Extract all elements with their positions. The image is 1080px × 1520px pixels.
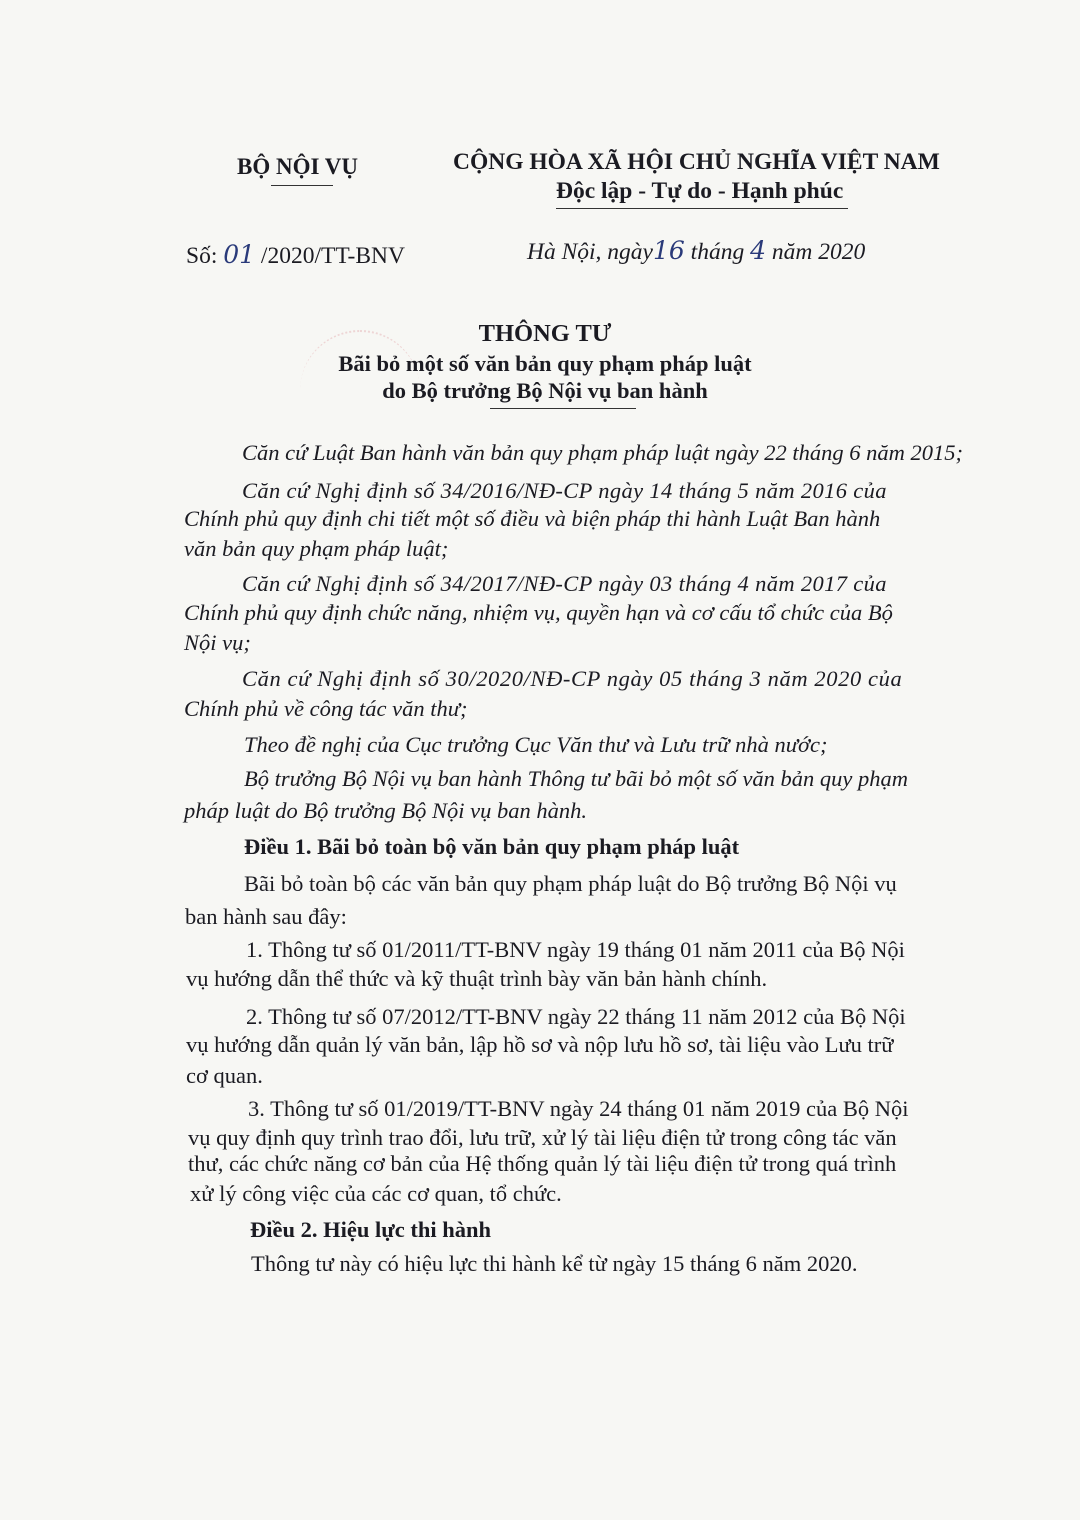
article-1-title: Điều 1. Bãi bỏ toàn bộ văn bản quy phạm pháp luật — [244, 834, 740, 859]
preamble-decree-2020-l2: Chính phủ về công tác văn thư; — [184, 696, 468, 721]
preamble-decree-2016-l1: Căn cứ Nghị định số 34/2016/NĐ-CP ngày 14 tháng 5 năm 2016 của — [242, 478, 887, 503]
preamble-decree-2016-l2: Chính phủ quy định chi tiết một số điều và biện pháp thi hành Luật Ban hành — [184, 506, 881, 531]
motto-underline — [556, 208, 848, 209]
preamble-decree-2016-l3: văn bản quy phạm pháp luật; — [184, 536, 449, 561]
title-underline — [490, 408, 636, 409]
preamble-proposal: Theo đề nghị của Cục trưởng Cục Văn thư và Lưu trữ nhà nước; — [244, 732, 828, 757]
document-type: THÔNG TƯ — [478, 320, 612, 347]
item-1-l2: vụ hướng dẫn thể thức và kỹ thuật trình bày văn bản hành chính. — [186, 966, 768, 991]
preamble-decree-2017-l1: Căn cứ Nghị định số 34/2017/NĐ-CP ngày 03 tháng 4 năm 2017 của — [242, 571, 887, 596]
issuing-agency: BỘ NỘI VỤ — [237, 154, 358, 179]
doc-number-prefix: Số: — [186, 243, 218, 269]
day-handwritten: 16 — [652, 236, 685, 265]
month-handwritten: 4 — [750, 236, 766, 265]
article-2-title: Điều 2. Hiệu lực thi hành — [250, 1217, 492, 1242]
item-2-l2: vụ hướng dẫn quản lý văn bản, lập hồ sơ và nộp lưu hồ sơ, tài liệu vào Lưu trữ — [186, 1032, 894, 1057]
item-3-l2: vụ quy định quy trình trao đổi, lưu trữ, xử lý tài liệu điện tử trong công tác văn — [188, 1125, 897, 1150]
item-1-l1: 1. Thông tư số 01/2011/TT-BNV ngày 19 tháng 01 năm 2011 của Bộ Nội — [246, 937, 905, 962]
item-3-l3: thư, các chức năng cơ bản của Hệ thống quản lý tài liệu điện tử trong quá trình — [188, 1151, 897, 1176]
article-1-intro-l2: ban hành sau đây: — [185, 904, 347, 929]
doc-number-suffix: /2020/TT-BNV — [260, 243, 405, 269]
article-1-intro-l1: Bãi bỏ toàn bộ các văn bản quy phạm pháp luật do Bộ trưởng Bộ Nội vụ — [244, 871, 897, 896]
month-label: tháng — [690, 239, 745, 265]
document-number — [186, 240, 405, 270]
document-subject-line-2: do Bộ trưởng Bộ Nội vụ ban hành — [382, 378, 708, 403]
preamble-law: Căn cứ Luật Ban hành văn bản quy phạm pháp luật ngày 22 tháng 6 năm 2015; — [242, 440, 963, 465]
place-prefix: Hà Nội, ngày — [527, 239, 653, 265]
item-2-l1: 2. Thông tư số 07/2012/TT-BNV ngày 22 tháng 11 năm 2012 của Bộ Nội — [246, 1004, 906, 1029]
agency-underline — [271, 185, 333, 186]
year-text: năm 2020 — [771, 239, 866, 265]
national-motto: Độc lập - Tự do - Hạnh phúc — [556, 178, 844, 204]
item-3-l1: 3. Thông tư số 01/2019/TT-BNV ngày 24 tháng 01 năm 2019 của Bộ Nội — [248, 1096, 909, 1121]
preamble-decree-2017-l3: Nội vụ; — [184, 630, 251, 655]
item-3-l4: xử lý công việc của các cơ quan, tổ chức. — [190, 1181, 562, 1206]
article-2-text: Thông tư này có hiệu lực thi hành kể từ ngày 15 tháng 6 năm 2020. — [251, 1251, 858, 1276]
preamble-decision-l2: pháp luật do Bộ trưởng Bộ Nội vụ ban hành. — [184, 798, 588, 823]
document-subject-line-1: Bãi bỏ một số văn bản quy phạm pháp luật — [338, 351, 752, 376]
preamble-decision-l1: Bộ trưởng Bộ Nội vụ ban hành Thông tư bãi bỏ một số văn bản quy phạm — [244, 766, 909, 791]
place-and-date — [527, 236, 865, 266]
doc-number-handwritten: 01 — [223, 240, 256, 269]
preamble-decree-2020-l1: Căn cứ Nghị định số 30/2020/NĐ-CP ngày 05 tháng 3 năm 2020 của — [242, 666, 903, 691]
preamble-decree-2017-l2: Chính phủ quy định chức năng, nhiệm vụ, quyền hạn và cơ cấu tổ chức của Bộ — [184, 600, 893, 625]
national-title: CỘNG HÒA XÃ HỘI CHỦ NGHĨA VIỆT NAM — [453, 149, 940, 175]
item-2-l3: cơ quan. — [186, 1063, 263, 1088]
